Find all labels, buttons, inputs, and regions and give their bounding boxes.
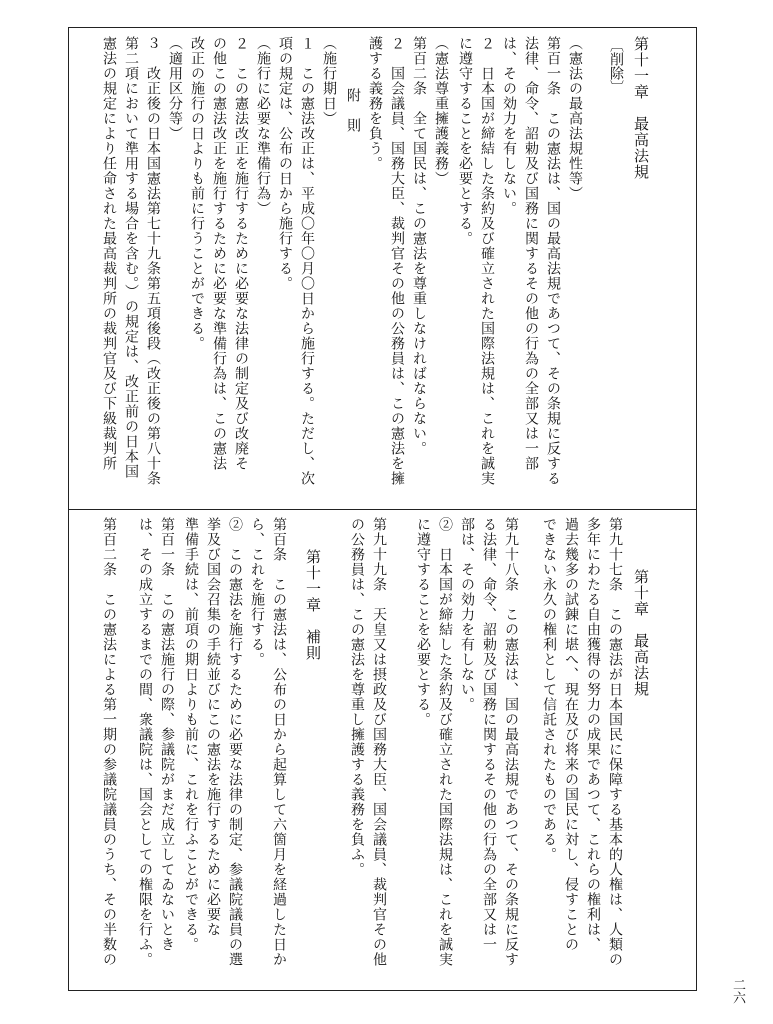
bottom-section xyxy=(69,509,696,990)
text-line: 護する義務を負う。 xyxy=(367,36,383,171)
text-line: 法律、命令、詔勅及び国務に関するその他の行為の全部又は一部 xyxy=(523,36,539,471)
text-line: に遵守することを必要とする。 xyxy=(415,517,431,727)
text-line: 第二項において準用する場合を含む。）の規定は、改正前の日本国 xyxy=(123,36,139,479)
text-line: ２ この憲法改正を施行するために必要な法律の制定及び改廃そ xyxy=(233,36,249,471)
deleted-mark: 〔削除〕 xyxy=(608,38,624,94)
text-line: る法律、命令、詔勅及び国務に関するその他の行為の全部又は一 xyxy=(481,517,497,952)
chapter-title: 第十一章 補則 xyxy=(304,549,322,661)
text-line: （施行に必要な準備行為） xyxy=(255,36,271,216)
text-line: 第百二条 この憲法による第一期の参議院議員のうち、その半数の xyxy=(101,517,117,967)
text-line: は、その成立するまでの間、衆議院は、国会としての権限を行ふ。 xyxy=(137,517,153,967)
text-line: 第九十九条 天皇又は摂政及び国務大臣、国会議員、裁判官その他 xyxy=(371,517,387,967)
text-line: １ この憲法改正は、平成〇年〇月〇日から施行する。ただし、次 xyxy=(299,36,315,486)
text-line: に遵守することを必要とする。 xyxy=(457,36,473,246)
text-line: ２ 国会議員、国務大臣、裁判官その他の公務員は、この憲法を擁 xyxy=(389,36,405,486)
text-line: 第九十七条 この憲法が日本国民に保障する基本的人権は、人類の xyxy=(607,517,623,967)
text-line: ② 日本国が締結した条約及び確立された国際法規は、これを誠実 xyxy=(437,517,453,967)
text-line: 第百一条 この憲法は、国の最高法規であつて、その条規に反する xyxy=(545,36,561,486)
text-line: の公務員は、この憲法を尊重し擁護する義務を負ふ。 xyxy=(349,517,365,877)
text-line: 第百二条 全て国民は、この憲法を尊重しなければならない。 xyxy=(411,36,427,456)
text-line: 挙及び国会召集の手続並びにこの憲法を施行するために必要な xyxy=(205,517,221,937)
text-line: ２ 日本国が締結した条約及び確立された国際法規は、これを誠実 xyxy=(479,36,495,486)
text-line: （適用区分等） xyxy=(167,36,183,141)
text-line: ② この憲法を施行するために必要な法律の制定、参議院議員の選 xyxy=(227,517,243,967)
text-line: 部は、その効力を有しない。 xyxy=(459,517,475,712)
document-frame xyxy=(68,27,697,991)
text-line: （施行期日） xyxy=(321,36,337,126)
text-line: 第九十八条 この憲法は、国の最高法規であつて、その条規に反す xyxy=(503,517,519,967)
text-line: ３ 改正後の日本国憲法第七十九条第五項後段（改正後の第八十条 xyxy=(145,36,161,486)
text-line: （憲法の最高法規性等） xyxy=(567,36,583,201)
top-section xyxy=(69,28,696,510)
text-line: できない永久の権利として信託されたものである。 xyxy=(541,517,557,862)
page-number: 二六 xyxy=(730,978,745,1004)
text-line: 過去幾多の試錬に堪へ、現在及び将来の国民に対し、侵すことの xyxy=(563,517,579,952)
text-line: ら、これを施行する。 xyxy=(249,517,265,667)
chapter-title: 第十一章 最高法規 xyxy=(632,36,650,180)
text-line: 第百条 この憲法は、公布の日から起算して六箇月を経過した日か xyxy=(271,517,287,967)
text-line: 附 則 xyxy=(345,88,361,133)
text-line: 改正の施行の日よりも前に行うことができる。 xyxy=(189,36,205,351)
text-line: の他この憲法改正を施行するために必要な準備行為は、この憲法 xyxy=(211,36,227,471)
text-line: 準備手続は、前項の期日よりも前に、これを行ふことができる。 xyxy=(183,517,199,952)
text-line: は、その効力を有しない。 xyxy=(501,36,517,216)
text-line: 憲法の規定により任命された最高裁判所の裁判官及び下級裁判所 xyxy=(101,36,117,471)
text-line: 第百一条 この憲法施行の際、参議院がまだ成立してゐないとき xyxy=(159,517,175,952)
text-line: 項の規定は、公布の日から施行する。 xyxy=(277,36,293,291)
text-line: （憲法尊重擁護義務） xyxy=(433,36,449,186)
chapter-title: 第十章 最高法規 xyxy=(632,569,650,697)
text-line: 多年にわたる自由獲得の努力の成果であつて、これらの権利は、 xyxy=(585,517,601,952)
